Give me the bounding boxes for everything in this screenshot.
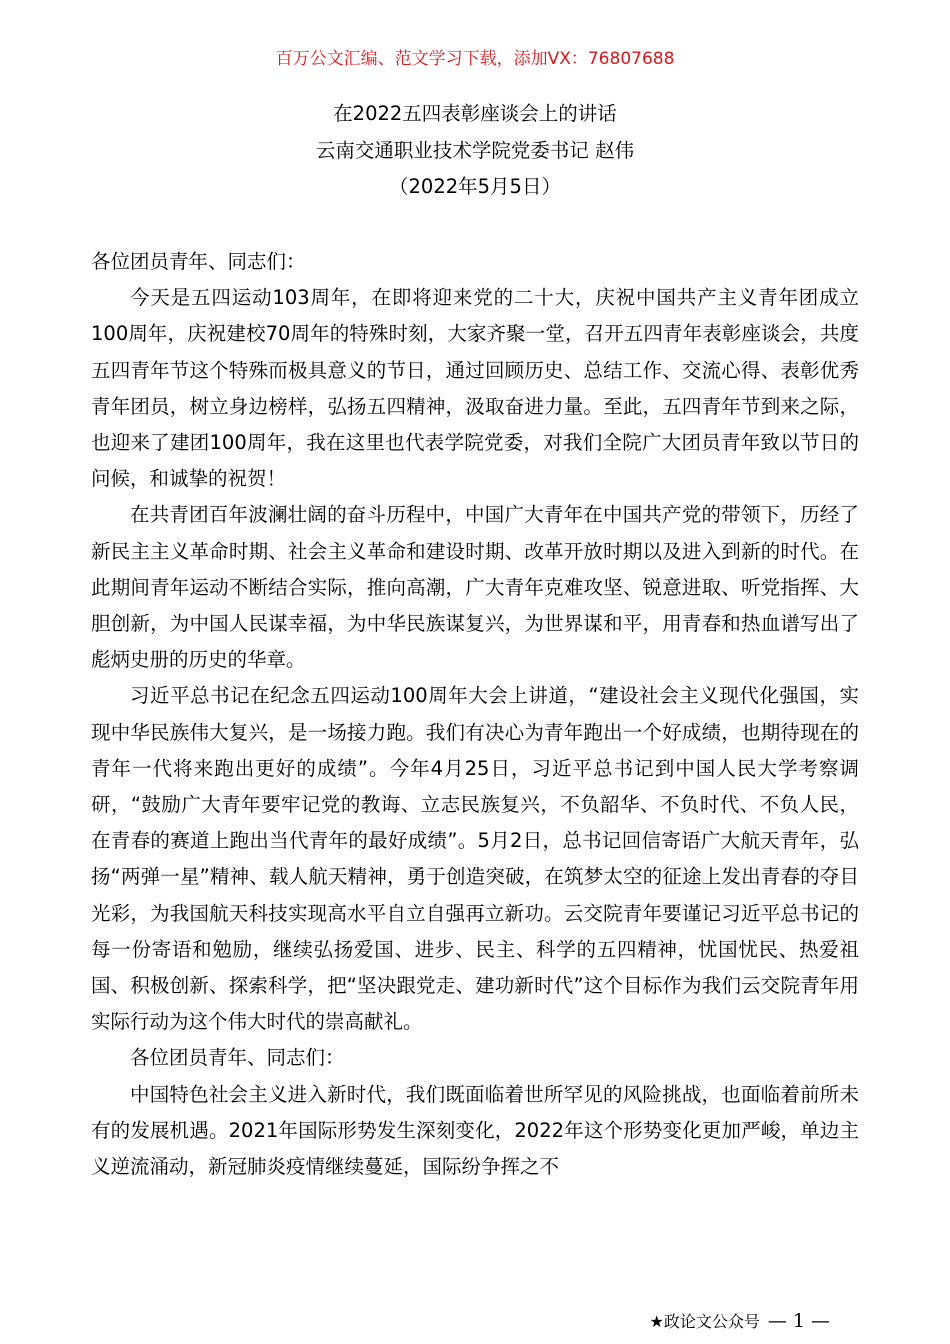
footer-source: ★政论文公众号	[649, 1312, 760, 1331]
salutation: 各位团员青年、同志们：	[91, 250, 306, 273]
speech-author: 云南交通职业技术学院党委书记 赵伟	[315, 139, 635, 162]
promo-banner: 百万公文汇编、范文学习下载，添加VX：76807688	[275, 49, 675, 69]
paragraph: 习近平总书记在纪念五四运动100周年大会上讲道，“建设社会主义现代化强国，实现中华民族伟大复兴，是一场接力跑。我们有决心为青年跑出一个好成绩，也期待现在的青年一代将来跑出更好的成绩”。今年4月25日，习近平总书记到中国人民大学考察调研，“鼓励广大青年要牢记党的教诲、立志民族复兴，不负韶华、不负时代、不负人民，在青春的赛道上跑出当代青年的最好成绩”。5月2日，总书记回信寄语广大航天青年，弘扬“两弹一星”精神、载人航天精神，勇于创造突破，在筑梦太空的征途上发出青春的夺目光彩，为我国航天科技实现高水平自立自强再立新功。云交院青年要谨记习近平总书记的每一份寄语和勉励，继续弘扬爱国、进步、民主、科学的五四精神，忧国忧民、热爱祖国、积极创新、探索科学，把“坚决跟党走、建功新时代”这个目标作为我们云交院青年用实际行动为这个伟大时代的崇高献礼。	[91, 684, 859, 1034]
paragraph: 各位团员青年、同志们：	[130, 1046, 345, 1070]
page-number: — 1 —	[767, 1310, 830, 1332]
page-footer	[649, 1309, 830, 1334]
paragraph: 在共青团百年波澜壮阔的奋斗历程中，中国广大青年在中国共产党的带领下，历经了新民主主义革命时期、社会主义革命和建设时期、改革开放时期以及进入到新的时代。在此期间青年运动不断结合实际，推向高潮，广大青年克难攻坚、锐意进取、听党指挥、大胆创新，为中国人民谋幸福，为中华民族谋复兴，为世界谋和平，用青春和热血谱写出了彪炳史册的历史的华章。	[91, 503, 859, 672]
paragraph: 中国特色社会主义进入新时代，我们既面临着世所罕见的风险挑战，也面临着前所未有的发展机遇。2021年国际形势发生深刻变化，2022年这个形势变化更加严峻，单边主义逆流涌动，新冠肺炎疫情继续蔓延，国际纷争挥之不	[91, 1082, 859, 1179]
speech-body	[91, 244, 859, 1185]
speech-date: （2022年5月5日）	[389, 175, 561, 198]
speech-title: 在2022五四表彰座谈会上的讲话	[333, 102, 617, 125]
paragraph: 今天是五四运动103周年，在即将迎来党的二十大，庆祝中国共产主义青年团成立100周年，庆祝建校70周年的特殊时刻，大家齐聚一堂，召开五四青年表彰座谈会，共度五四青年节这个特殊而极具意义的节日，通过回顾历史、总结工作、交流心得、表彰优秀青年团员，树立身边榜样，弘扬五四精神，汲取奋进力量。至此，五四青年节到来之际，也迎来了建团100周年，我在这里也代表学院党委，对我们全院广大团员青年致以节日的问候，和诚挚的祝贺！	[91, 286, 859, 491]
